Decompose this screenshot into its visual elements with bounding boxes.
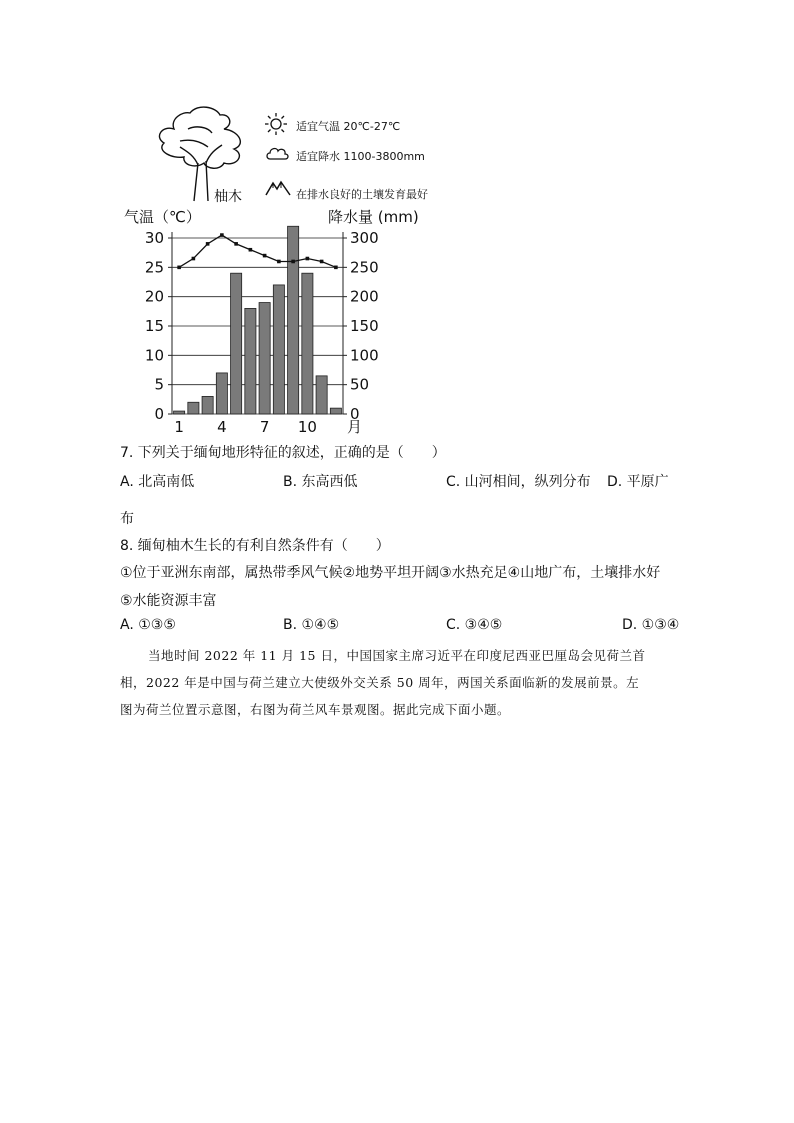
- q8-option-c: C. ③④⑤: [446, 617, 503, 633]
- precip-bar: [245, 308, 256, 414]
- temperature-line: [179, 235, 336, 267]
- x-tick-label: 7: [259, 418, 270, 436]
- x-unit-label: 月: [347, 418, 363, 436]
- temperature-point: [206, 242, 210, 246]
- left-tick-label: 0: [154, 405, 164, 423]
- precip-bar: [330, 408, 341, 414]
- q8-statements-line2: ⑤水能资源丰富: [120, 593, 217, 609]
- temperature-point: [192, 257, 196, 261]
- temperature-point: [320, 260, 324, 264]
- passage-line-2: 相，2022 年是中国与荷兰建立大使级外交关系 50 周年，两国关系面临新的发展前景。左: [120, 675, 640, 690]
- q7-option-c: C. 山河相间，纵列分布: [446, 474, 591, 490]
- q7-option-a: A. 北高南低: [120, 474, 195, 490]
- left-axis-title: 气温（℃）: [124, 208, 201, 226]
- cloud-icon: [265, 145, 289, 161]
- precip-bar: [273, 285, 284, 414]
- temperature-point: [277, 260, 281, 264]
- mountain-icon: [265, 180, 291, 196]
- legend-precipitation: 适宜降水 1100-3800mm: [296, 150, 425, 163]
- temperature-point: [234, 242, 238, 246]
- temperature-point: [249, 248, 253, 252]
- left-tick-label: 10: [144, 346, 164, 365]
- precip-bar: [231, 273, 242, 414]
- x-tick-label: 10: [297, 418, 317, 436]
- temperature-point: [220, 233, 224, 237]
- q8-option-a: A. ①③⑤: [120, 617, 176, 633]
- right-tick-label: 50: [350, 375, 370, 394]
- q8-stem: 8. 缅甸柚木生长的有利自然条件有（ ）: [120, 538, 390, 554]
- precip-bar: [216, 373, 227, 414]
- precip-bar: [316, 376, 327, 414]
- temperature-point: [263, 254, 267, 258]
- right-tick-label: 300: [350, 229, 379, 247]
- right-tick-label: 250: [350, 258, 379, 277]
- right-tick-label: 100: [350, 346, 379, 365]
- climate-chart: [110, 224, 379, 436]
- left-tick-label: 20: [144, 287, 164, 306]
- right-tick-label: 200: [350, 287, 379, 306]
- q8-statements-line1: ①位于亚洲东南部，属热带季风气候②地势平坦开阔③水热充足④山地广布，土壤排水好: [120, 565, 661, 581]
- precip-bar: [202, 396, 213, 414]
- passage-line-3: 图为荷兰位置示意图，右图为荷兰风车景观图。据此完成下面小题。: [120, 702, 511, 717]
- tree-label: 柚木: [214, 189, 242, 205]
- passage-line-1: 当地时间 2022 年 11 月 15 日，中国国家主席习近平在印度尼西亚巴厘岛会见荷兰首: [148, 648, 646, 663]
- q7-option-b: B. 东高西低: [283, 474, 358, 490]
- right-tick-label: 150: [350, 317, 379, 335]
- x-tick-label: 1: [174, 418, 184, 436]
- precip-bar: [302, 273, 313, 414]
- right-tick-label: 0: [350, 405, 360, 423]
- q7-stem: 7. 下列关于缅甸地形特征的叙述，正确的是（ ）: [120, 445, 446, 461]
- temperature-point: [177, 266, 181, 270]
- precip-bar: [188, 402, 199, 414]
- q8-option-d: D. ①③④: [622, 617, 680, 633]
- left-tick-label: 15: [144, 317, 164, 335]
- temperature-point: [334, 266, 338, 270]
- precip-bar: [259, 303, 270, 414]
- precip-bar: [288, 226, 299, 414]
- q7-option-d-continued: 布: [120, 511, 134, 527]
- q8-option-b: B. ①④⑤: [283, 617, 340, 633]
- sun-icon: [265, 113, 287, 135]
- x-tick-label: 4: [217, 418, 227, 436]
- left-tick-label: 30: [144, 229, 164, 247]
- legend-temperature: 适宜气温 20℃-27℃: [296, 120, 401, 133]
- left-tick-label: 25: [144, 258, 164, 277]
- legend-soil: 在排水良好的土壤发育最好: [296, 188, 428, 201]
- temperature-point: [306, 257, 310, 261]
- temperature-point: [291, 260, 295, 264]
- right-axis-title: 降水量 (mm): [328, 208, 419, 226]
- precip-bar: [174, 411, 185, 414]
- left-tick-label: 5: [154, 375, 164, 394]
- q7-option-d: D. 平原广: [607, 474, 669, 490]
